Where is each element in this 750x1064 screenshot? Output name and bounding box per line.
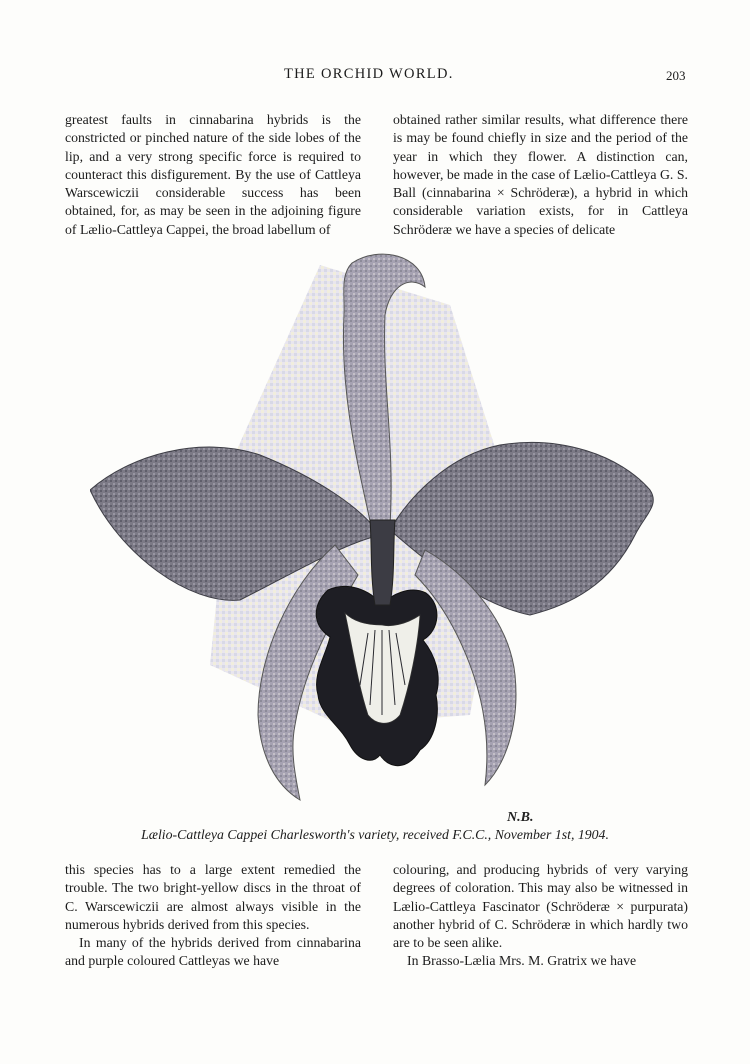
paragraph: obtained rather similar results, what difference there is may be found chiefly in size and the period of the year in which they flower. A distinction can, however, be made in the case of Lælio-Cattleya G. S. Ball (cinnabarina × Schröderæ), a hybrid in which considerable variation exists, for in Cattleya Schröderæ we have a species of delicate (393, 112, 688, 237)
page-header (0, 66, 750, 88)
paragraph: this species has to a large extent remedied the trouble. The two bright-yellow discs in the throat of C. Warscewiczii are almost always visible in the numerous hybrids derived from this species. (65, 862, 361, 932)
running-title: THE ORCHID WORLD. (284, 66, 454, 82)
page-number: 203 (666, 68, 686, 83)
column-bottom-right (393, 861, 688, 971)
orchid-illustration (90, 245, 700, 825)
figure-caption: Lælio-Cattleya Cappei Charlesworth's variety, received F.C.C., November 1st, 1904. (141, 827, 609, 842)
column-top-left (65, 111, 361, 239)
paragraph: greatest faults in cinnabarina hybrids is the constricted or pinched nature of the side lobes of the lip, and a very strong specific force is required to counteract this disfigurement. By the use of Cattleya Warscewiczii considerable success has been obtained, for, as may be seen in the adjoining figure of Lælio-Cattleya Cappei, the broad labellum of (65, 112, 361, 237)
artist-signature: N.B. (507, 810, 534, 825)
paragraph: In Brasso-Lælia Mrs. M. Gratrix we have (407, 953, 637, 969)
column (370, 520, 395, 605)
column-bottom-left (65, 861, 361, 971)
column-top-right (393, 111, 688, 239)
paragraph: colouring, and producing hybrids of very varying degrees of coloration. This may also be witnessed in Lælio-Cattleya Fascinator (Schröderæ × purpurata) another hybrid of C. Schröderæ in which hardly two are to be seen alike. (393, 862, 688, 951)
paragraph: In many of the hybrids derived from cinnabarina and purple coloured Cattleyas we have (65, 935, 361, 969)
